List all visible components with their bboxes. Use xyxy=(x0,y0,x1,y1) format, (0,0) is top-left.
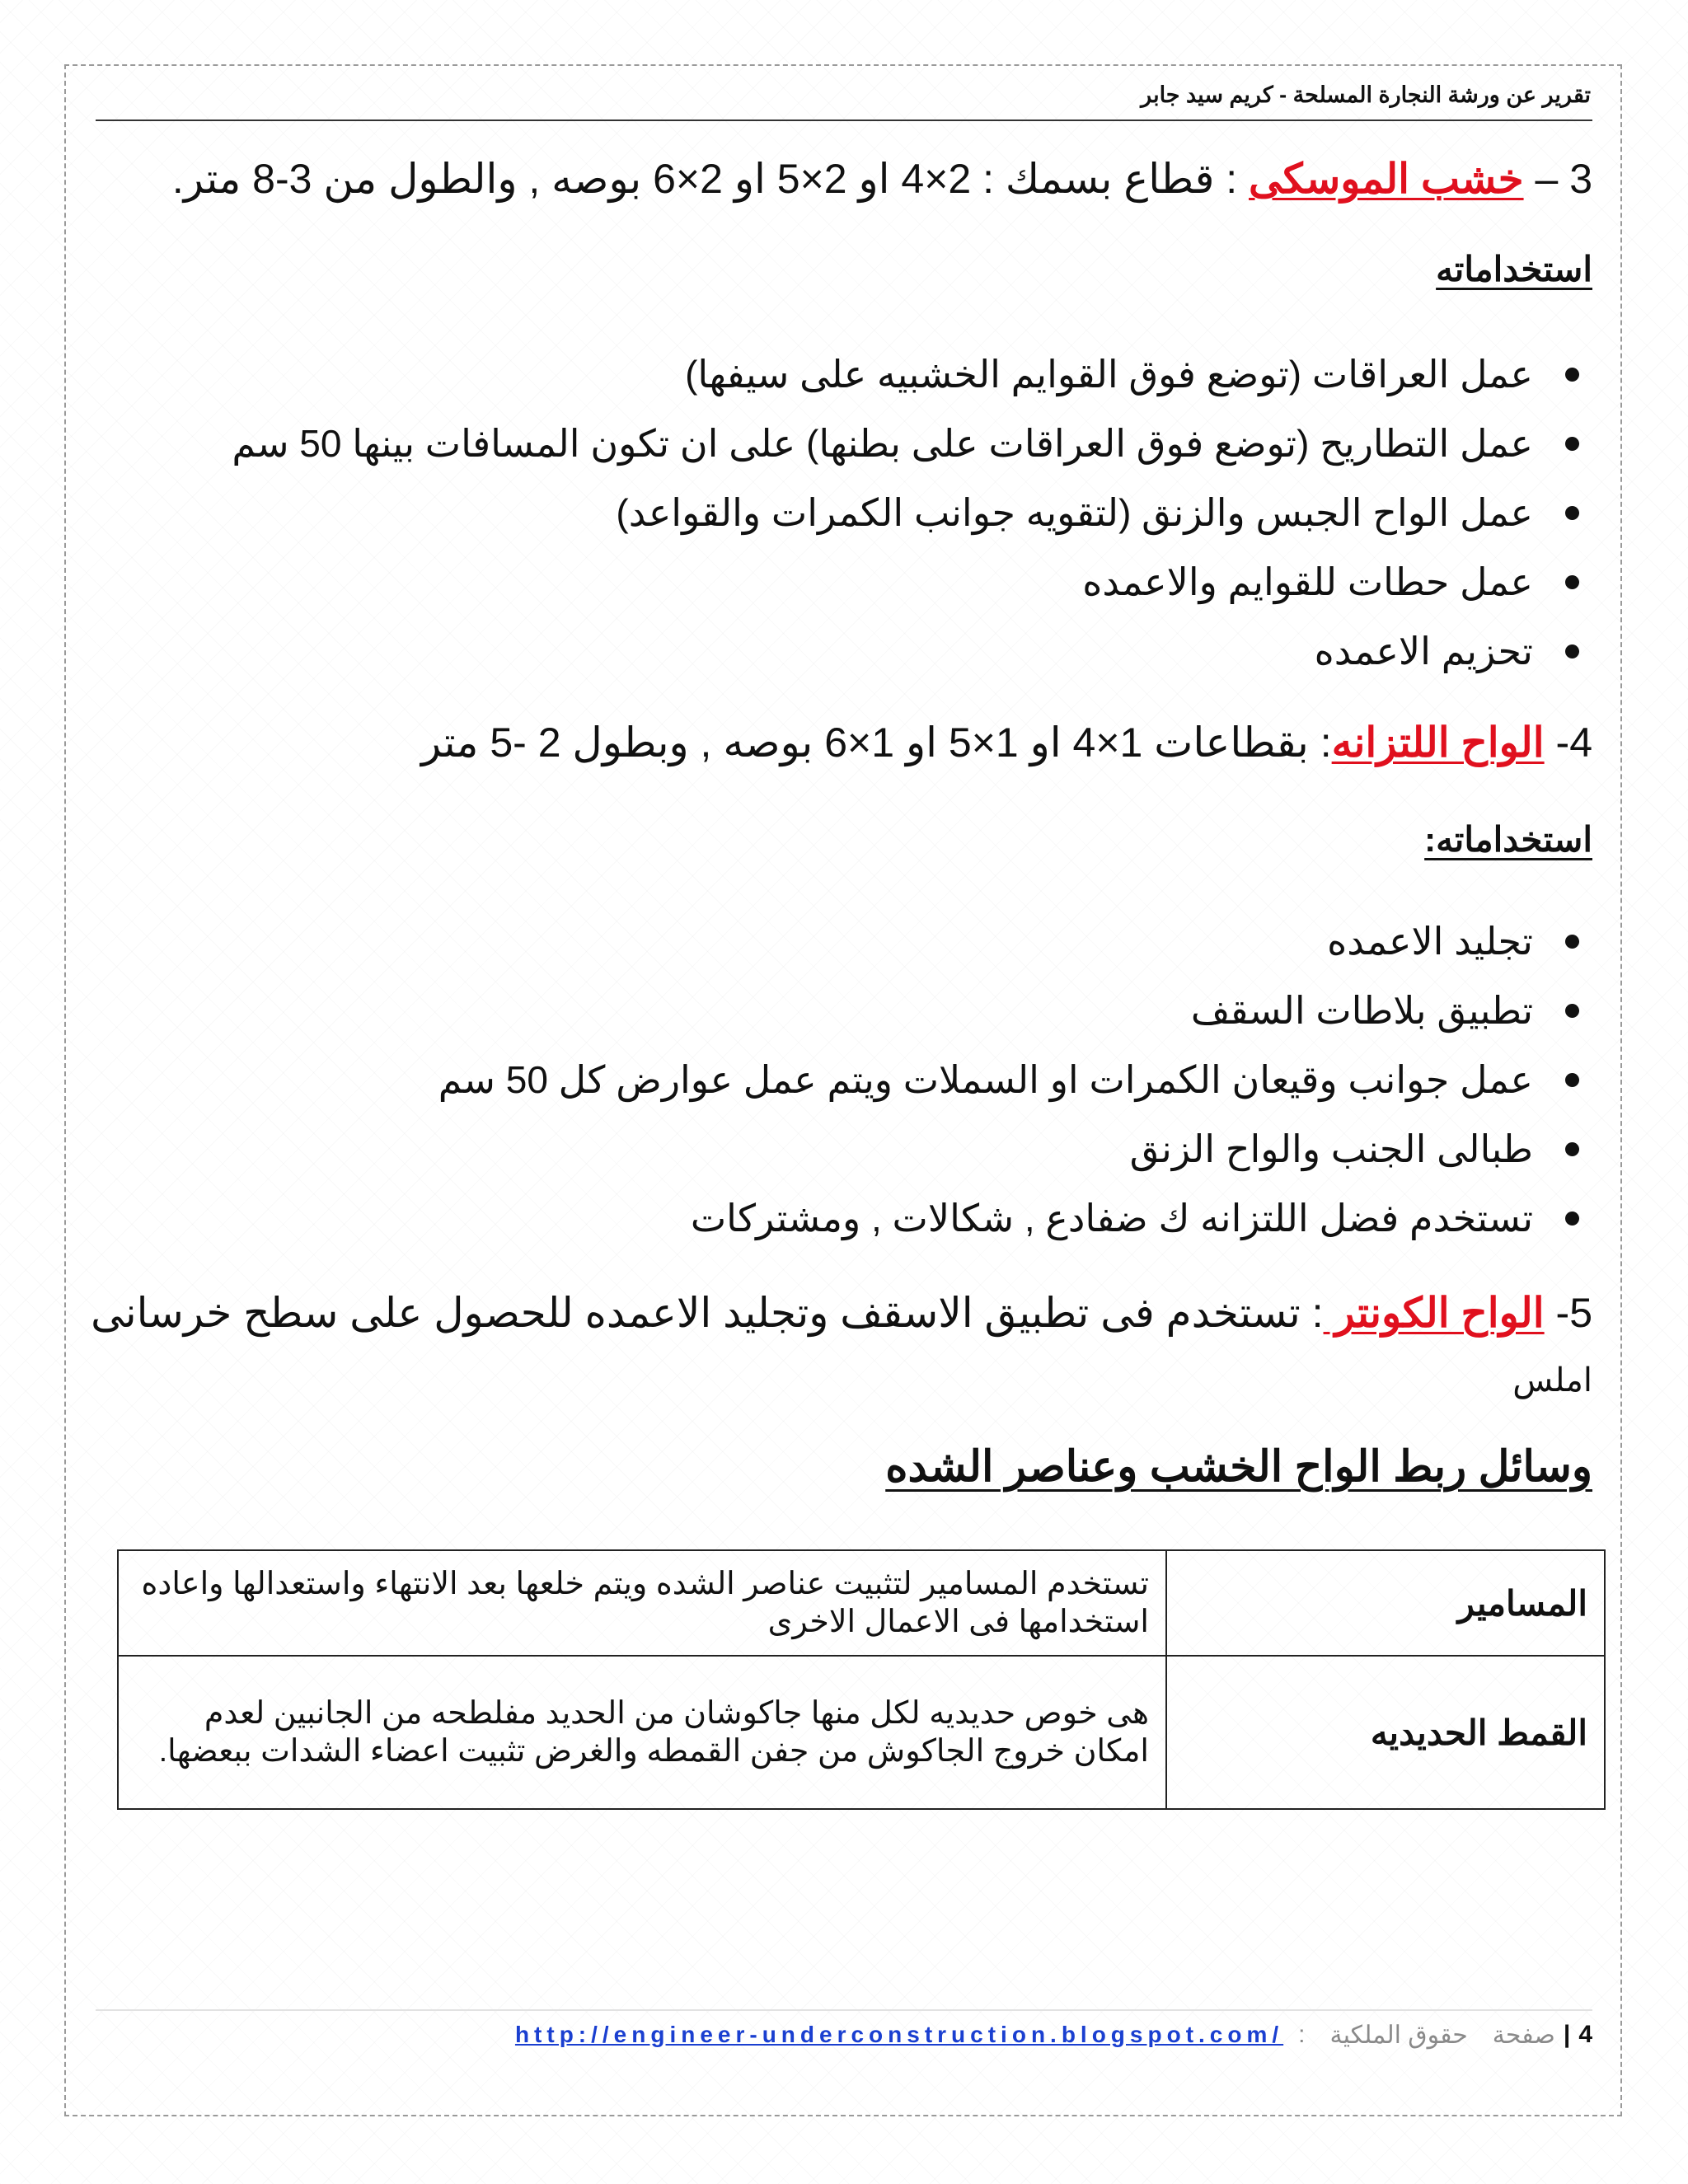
item-4-name: الواح اللتزانه xyxy=(1331,719,1545,766)
list-item xyxy=(438,1045,1579,1114)
list-item-text: تجليد الاعمده xyxy=(1327,920,1533,963)
uses-list-2 xyxy=(438,907,1579,1253)
list-item-text: عمل جوانب وقيعان الكمرات او السملات ويتم عمل عوارض كل 50 سم xyxy=(438,1058,1533,1101)
copyright-label: حقوق الملكية xyxy=(1329,2021,1468,2049)
list-item-text: عمل الواح الجبس والزنق (لتقويه جوانب الكمرات والقواعد) xyxy=(616,491,1533,534)
page-label: صفحة xyxy=(1492,2021,1555,2049)
item-4-text: : بقطاعات 1×4 او 1×5 او 1×6 بوصه , وبطول 2 -5 متر xyxy=(420,719,1332,766)
footer-divider xyxy=(96,2009,1592,2011)
item-5-heading xyxy=(91,1289,1592,1337)
list-item-text: طبالى الجنب والواح الزنق xyxy=(1129,1127,1533,1170)
bullet-icon xyxy=(1565,935,1579,949)
list-item-text: تستخدم فضل اللتزانه ك ضفادع , شكالات , ومشتركات xyxy=(690,1197,1533,1240)
bullet-icon xyxy=(1565,1142,1579,1156)
list-item xyxy=(232,616,1579,686)
list-item xyxy=(438,976,1579,1045)
list-item xyxy=(232,547,1579,616)
header-divider xyxy=(96,120,1592,121)
bullet-icon xyxy=(1565,1212,1579,1226)
page-header: تقرير عن ورشة النجارة المسلحة - كريم سيد جابر xyxy=(1141,82,1591,107)
bullet-icon xyxy=(1565,1004,1579,1018)
list-item-text: عمل حطات للقوايم والاعمده xyxy=(1082,560,1533,603)
list-item-text: تطبيق بلاطات السقف xyxy=(1190,989,1533,1032)
table-cell-description: هى خوص حديديه لكل منها جاكوشان من الحديد مفلطحه من الجانبين لعدم امكان خروج الجاكوش من جفن القمطه والغرض تثبيت اعضاء الشدات ببعضها. xyxy=(118,1656,1166,1809)
item-3-name: خشب الموسكى xyxy=(1249,156,1524,202)
table-cell-term: المسامير xyxy=(1166,1550,1605,1656)
item-3-text: : قطاع بسمك : 2×4 او 2×5 او 2×6 بوصه , والطول من 3-8 متر. xyxy=(171,156,1250,202)
table-cell-description: تستخدم المسامير لتثبيت عناصر الشده ويتم خلعها بعد الانتهاء واستعدالها واعاده استخدامها فى الاعمال الاخرى xyxy=(118,1550,1166,1656)
list-item xyxy=(438,907,1579,976)
table-row xyxy=(118,1656,1605,1809)
uses-list-1 xyxy=(232,340,1579,686)
bullet-icon xyxy=(1565,368,1579,382)
item-4-heading xyxy=(421,719,1592,766)
section-title: وسائل ربط الواح الخشب وعناصر الشده xyxy=(885,1443,1592,1491)
table-cell-term: القمط الحديديه xyxy=(1166,1656,1605,1809)
page-footer xyxy=(515,2016,1592,2054)
item-5-number: 5- xyxy=(1555,1290,1592,1336)
fasteners-table xyxy=(117,1549,1606,1810)
bullet-icon xyxy=(1565,1073,1579,1087)
item-5-text-continued: املس xyxy=(1512,1362,1592,1399)
footer-separator: | xyxy=(1563,2021,1571,2048)
list-item xyxy=(438,1183,1579,1253)
list-item-text: عمل العراقات (توضع فوق القوايم الخشبيه على سيفها) xyxy=(685,353,1533,396)
bullet-icon xyxy=(1565,575,1579,589)
footer-colon: : xyxy=(1298,2021,1306,2048)
table-row xyxy=(118,1550,1605,1656)
blog-link[interactable]: http://engineer-underconstruction.blogspot.com/ xyxy=(514,2022,1284,2047)
bullet-icon xyxy=(1565,644,1579,658)
list-item-text: عمل التطاريح (توضع فوق العراقات على بطنها) على ان تكون المسافات بينها 50 سم xyxy=(232,422,1533,465)
item-5-text: : تستخدم فى تطبيق الاسقف وتجليد الاعمده للحصول على سطح خرسانى xyxy=(91,1290,1324,1336)
uses-title-1: استخداماته xyxy=(1436,250,1592,288)
uses-title-2: استخداماته: xyxy=(1424,820,1592,859)
item-3-heading xyxy=(172,155,1592,203)
bullet-icon xyxy=(1565,506,1579,520)
item-4-number: 4- xyxy=(1555,719,1592,766)
list-item xyxy=(232,409,1579,478)
list-item xyxy=(232,340,1579,409)
item-3-number: 3 – xyxy=(1535,156,1592,202)
list-item xyxy=(232,478,1579,547)
bullet-icon xyxy=(1565,437,1579,451)
item-5-name: الواح الكونتر xyxy=(1323,1290,1545,1336)
page-number: 4 xyxy=(1578,2021,1592,2048)
list-item-text: تحزيم الاعمده xyxy=(1314,630,1533,673)
list-item xyxy=(438,1114,1579,1183)
